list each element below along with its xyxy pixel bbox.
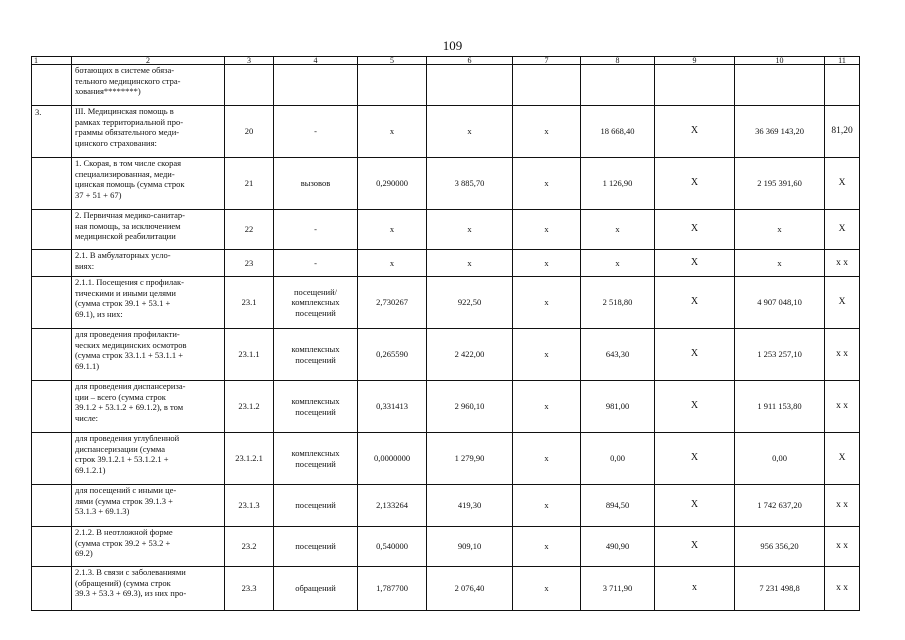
line-code-cell: 22 (225, 210, 274, 250)
description-cell: для проведения диспансериза- ции – всего (сумма строк 39.1.2 + 53.1.2 + 69.1.2), в том числе: (72, 381, 225, 433)
col7-cell: х (513, 381, 581, 433)
volume-cell: 1,787700 (358, 567, 427, 611)
total-cell: 1 253 257,10 (735, 329, 825, 381)
volume-cell: х (358, 210, 427, 250)
line-code-cell: 23.1 (225, 277, 274, 329)
line-code-cell: 23.3 (225, 567, 274, 611)
table-row (32, 329, 860, 381)
row-number-cell (32, 433, 72, 485)
per-capita-cell: 3 711,90 (581, 567, 655, 611)
row-number-cell (32, 250, 72, 277)
line-code-cell: 20 (225, 106, 274, 158)
per-capita-cell: 18 668,40 (581, 106, 655, 158)
table-row (32, 106, 860, 158)
total-cell: х (735, 250, 825, 277)
share-cell: х х (825, 527, 860, 567)
col7-cell (513, 65, 581, 106)
table-row (32, 381, 860, 433)
col7-cell: х (513, 250, 581, 277)
col7-cell: х (513, 567, 581, 611)
cost-cell: 922,50 (427, 277, 513, 329)
table-row (32, 527, 860, 567)
unit-cell: комплексных посещений (274, 329, 358, 381)
unit-cell: - (274, 106, 358, 158)
col9-cell: Х (655, 433, 735, 485)
column-number: 9 (655, 57, 735, 65)
col9-cell: Х (655, 329, 735, 381)
page-number: 109 (442, 38, 463, 53)
per-capita-cell: 1 126,90 (581, 158, 655, 210)
volume-cell: 2,730267 (358, 277, 427, 329)
cost-cell: 2 076,40 (427, 567, 513, 611)
column-number: 4 (274, 57, 358, 65)
table-row (32, 158, 860, 210)
col9-cell: Х (655, 106, 735, 158)
column-number: 6 (427, 57, 513, 65)
volume-cell: 0,290000 (358, 158, 427, 210)
table-row (32, 65, 860, 106)
col7-cell: х (513, 277, 581, 329)
cost-cell (427, 65, 513, 106)
share-cell: х х (825, 485, 860, 527)
description-cell: для проведения профилакти- ческих медицинских осмотров (сумма строк 33.1.1 + 53.1.1 + 69.1.1) (72, 329, 225, 381)
total-cell: х (735, 210, 825, 250)
column-number: 2 (72, 57, 225, 65)
description-cell: для проведения углубленной диспансеризации (сумма строк 39.1.2.1 + 53.1.2.1 + 69.1.2.1) (72, 433, 225, 485)
row-number-cell (32, 277, 72, 329)
table-row (32, 433, 860, 485)
col9-cell (655, 65, 735, 106)
col9-cell: х (655, 567, 735, 611)
column-number: 8 (581, 57, 655, 65)
description-cell: 2.1. В амбулаторных усло- виях: (72, 250, 225, 277)
per-capita-cell: 643,30 (581, 329, 655, 381)
row-number-cell (32, 158, 72, 210)
line-code-cell: 23.2 (225, 527, 274, 567)
col7-cell: х (513, 158, 581, 210)
col9-cell: Х (655, 210, 735, 250)
unit-cell: обращений (274, 567, 358, 611)
volume-cell: 0,0000000 (358, 433, 427, 485)
share-cell: Х (825, 277, 860, 329)
col7-cell: х (513, 527, 581, 567)
row-number-cell (32, 65, 72, 106)
table-row (32, 485, 860, 527)
unit-cell: вызовов (274, 158, 358, 210)
col9-cell: Х (655, 527, 735, 567)
share-cell: х х (825, 329, 860, 381)
description-cell: 1. Скорая, в том числе скорая специализированная, меди- цинская помощь (сумма строк 37 + 51 + 67) (72, 158, 225, 210)
column-number: 3 (225, 57, 274, 65)
total-cell: 1 911 153,80 (735, 381, 825, 433)
col9-cell: Х (655, 381, 735, 433)
description-cell: 2.1.3. В связи с заболеваниями (обращений) (сумма строк 39.3 + 53.3 + 69.3), из них про- (72, 567, 225, 611)
share-cell (825, 65, 860, 106)
share-cell: х х (825, 250, 860, 277)
description-cell: ботающих в системе обяза- тельного медицинского стра- хования********) (72, 65, 225, 106)
row-number-cell (32, 527, 72, 567)
unit-cell: посещений/ комплексных посещений (274, 277, 358, 329)
share-cell: 81,20 (825, 106, 860, 158)
volume-cell: 0,540000 (358, 527, 427, 567)
row-number-cell (32, 567, 72, 611)
share-cell: Х (825, 433, 860, 485)
cost-cell: 3 885,70 (427, 158, 513, 210)
share-cell: х х (825, 567, 860, 611)
per-capita-cell: 0,00 (581, 433, 655, 485)
per-capita-cell: х (581, 250, 655, 277)
line-code-cell: 23.1.3 (225, 485, 274, 527)
unit-cell: - (274, 250, 358, 277)
volume-cell: х (358, 250, 427, 277)
row-number-cell: 3. (32, 106, 72, 158)
cost-cell: 2 422,00 (427, 329, 513, 381)
col7-cell: х (513, 210, 581, 250)
volume-cell: 2,133264 (358, 485, 427, 527)
row-number-cell (32, 381, 72, 433)
line-code-cell: 23 (225, 250, 274, 277)
per-capita-cell: 981,00 (581, 381, 655, 433)
col7-cell: х (513, 433, 581, 485)
cost-cell: х (427, 250, 513, 277)
description-cell: 2.1.2. В неотложной форме (сумма строк 39.2 + 53.2 + 69.2) (72, 527, 225, 567)
unit-cell (274, 65, 358, 106)
line-code-cell: 21 (225, 158, 274, 210)
total-cell: 0,00 (735, 433, 825, 485)
col7-cell: х (513, 329, 581, 381)
per-capita-cell (581, 65, 655, 106)
per-capita-cell: 490,90 (581, 527, 655, 567)
description-cell: III. Медицинская помощь в рамках территориальной про- граммы обязательного меди- цинского страхования: (72, 106, 225, 158)
col9-cell: Х (655, 158, 735, 210)
column-number: 11 (825, 57, 860, 65)
total-cell: 7 231 498,8 (735, 567, 825, 611)
cost-cell: х (427, 106, 513, 158)
total-cell: 1 742 637,20 (735, 485, 825, 527)
per-capita-cell: 894,50 (581, 485, 655, 527)
unit-cell: - (274, 210, 358, 250)
col9-cell: Х (655, 250, 735, 277)
row-number-cell (32, 485, 72, 527)
col7-cell: х (513, 485, 581, 527)
volume-cell (358, 65, 427, 106)
table-body (32, 57, 860, 611)
per-capita-cell: х (581, 210, 655, 250)
unit-cell: посещений (274, 527, 358, 567)
line-code-cell (225, 65, 274, 106)
cost-cell: 909,10 (427, 527, 513, 567)
cost-cell: 1 279,90 (427, 433, 513, 485)
cost-cell: 2 960,10 (427, 381, 513, 433)
volume-cell: 0,265590 (358, 329, 427, 381)
column-number: 10 (735, 57, 825, 65)
share-cell: Х (825, 158, 860, 210)
unit-cell: посещений (274, 485, 358, 527)
column-number: 5 (358, 57, 427, 65)
column-number: 1 (32, 57, 72, 65)
share-cell: х х (825, 381, 860, 433)
col9-cell: Х (655, 485, 735, 527)
col7-cell: х (513, 106, 581, 158)
line-code-cell: 23.1.1 (225, 329, 274, 381)
row-number-cell (32, 210, 72, 250)
line-code-cell: 23.1.2.1 (225, 433, 274, 485)
column-number: 7 (513, 57, 581, 65)
data-table (31, 56, 860, 611)
total-cell: 956 356,20 (735, 527, 825, 567)
volume-cell: 0,331413 (358, 381, 427, 433)
table-row (32, 567, 860, 611)
total-cell (735, 65, 825, 106)
line-code-cell: 23.1.2 (225, 381, 274, 433)
description-cell: 2.1.1. Посещения с профилак- тическими и иными целями (сумма строк 39.1 + 53.1 + 69.1), из них: (72, 277, 225, 329)
table-row (32, 250, 860, 277)
column-number-row (32, 57, 860, 65)
description-cell: 2. Первичная медико-санитар- ная помощь, за исключением медицинской реабилитации (72, 210, 225, 250)
cost-cell: х (427, 210, 513, 250)
table-row (32, 277, 860, 329)
total-cell: 2 195 391,60 (735, 158, 825, 210)
per-capita-cell: 2 518,80 (581, 277, 655, 329)
col9-cell: Х (655, 277, 735, 329)
total-cell: 36 369 143,20 (735, 106, 825, 158)
volume-cell: х (358, 106, 427, 158)
unit-cell: комплексных посещений (274, 433, 358, 485)
total-cell: 4 907 048,10 (735, 277, 825, 329)
table-row (32, 210, 860, 250)
cost-cell: 419,30 (427, 485, 513, 527)
share-cell: Х (825, 210, 860, 250)
row-number-cell (32, 329, 72, 381)
description-cell: для посещений с иными це- лями (сумма строк 39.1.3 + 53.1.3 + 69.1.3) (72, 485, 225, 527)
unit-cell: комплексных посещений (274, 381, 358, 433)
